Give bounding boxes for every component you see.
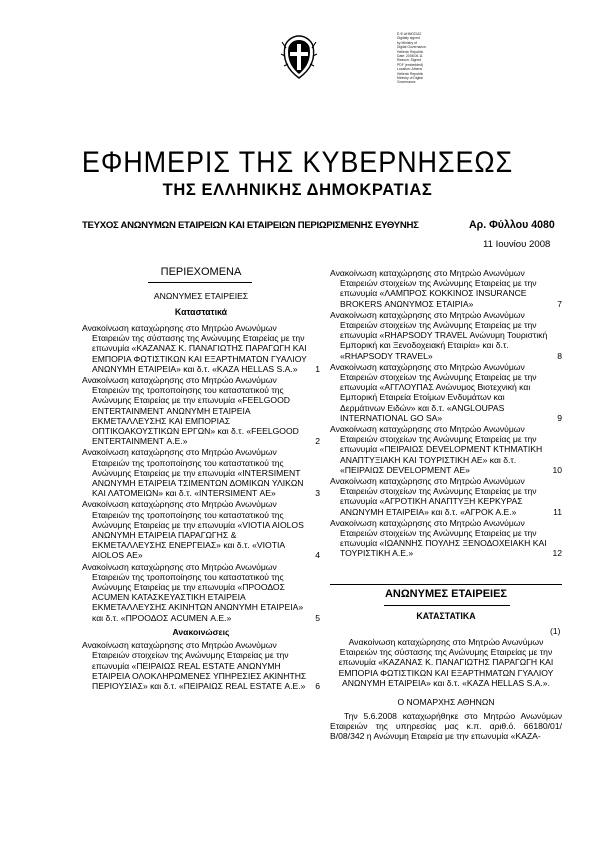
- toc-sub-statutes: Καταστατικά: [174, 307, 228, 317]
- stamp-line: Ε.Φ.ΔΗΜΟΣΙΑΣ: [397, 32, 422, 36]
- stamp-line: Location: Athens: [397, 67, 423, 72]
- stamp-line: by Ministry of: [397, 40, 417, 45]
- notice-number: (1): [550, 626, 561, 636]
- stamp-line: Governance: [397, 80, 416, 85]
- toc-entry-text: Ανακοίνωση καταχώρησης στο Μητρώο Ανωνύμων Εταιρειών στοιχείων της Ανώνυμης Εταιρείας με την επωνυμία «ΑΓΓΛΟΥΠΑΣ Ανώνυμος Βιοτεχνική και Εμπορική Εταιρεία Ετοίμων Ενδυμάτων και Δερμάτινων Ειδών» και δ.τ. «ANGLOUPAS INTERNATIONAL GO SA»: [330, 361, 537, 423]
- toc-entry-page: 12: [552, 548, 562, 559]
- stamp-line: Date: 2008.06.11: [397, 54, 423, 59]
- toc-notices-list: [330, 268, 562, 559]
- toc-sub-notices: Ανακοινώσεις: [172, 626, 230, 637]
- toc-entry-page: 5: [315, 612, 320, 623]
- toc-entry-text: Ανακοίνωση καταχώρησης στο Μητρώο Ανωνύμων Εταιρειών στοιχείων της Ανώνυμης Εταιρείας με την επωνυμία «ΑΓΡΟΤΙΚΗ ΑΝΑΠΤΥΞΗ ΚΕΡΚΥΡΑΣ ΑΝΩΝΥΜΗ ΕΤΑΙΡΕΙΑ» και δ.τ. «ΑΓΡΟΚ Α.Ε.»: [330, 476, 537, 517]
- toc-entry[interactable]: [330, 424, 562, 475]
- toc-entry-page: 1: [315, 363, 320, 374]
- toc-entry[interactable]: [330, 310, 562, 361]
- notice-paragraph: Την 5.6.2008 καταχωρήθηκε στο Μητρώο Ανωνύμων Εταιρειών της υπηρεσίας μας κ.π. αριθ.ό. 66180/01/Β/08/342 η Ανώνυμη Εταιρεία με την επωνυμία «ΚΑΖΑ-: [330, 711, 562, 742]
- issue-series: ΤΕΥΧΟΣ ΑΝΩΝΥΜΩΝ ΕΤΑΙΡΕΙΩΝ ΚΑΙ ΕΤΑΙΡΕΙΩΝ ΠΕΡΙΩΡΙΣΜΕΝΗΣ ΕΥΘΥΝΗΣ: [82, 220, 419, 231]
- toc-entry[interactable]: [330, 268, 562, 309]
- stamp-line: Ministry of Digital: [397, 76, 423, 81]
- toc-entry-page: 2: [315, 436, 320, 447]
- section-sub-heading: ΚΑΤΑΣΤΑΤΙΚΑ: [416, 611, 476, 621]
- toc-entry-text: Ανακοίνωση καταχώρησης στο Μητρώο Ανωνύμων Εταιρειών στοιχείων της Ανώνυμης Εταιρείας με την επωνυμία «RHAPSODY TRAVEL Ανώνυμη Τουριστική Εμπορική και Ξενοδοχειακή Εταιρία» και δ.τ. «RHAPSODY TRAVEL»: [330, 309, 548, 361]
- section-rule-top: [330, 584, 562, 585]
- digital-signature-stamp: [397, 32, 463, 85]
- toc-entry[interactable]: [82, 562, 320, 623]
- toc-entry-page: 10: [552, 464, 562, 475]
- toc-entry-page: 7: [557, 298, 562, 309]
- sheet-number: [469, 219, 555, 231]
- stamp-line: PDF (embedded): [397, 62, 424, 67]
- toc-entry-page: 4: [315, 550, 320, 561]
- sheet-value: 4080: [531, 219, 555, 231]
- toc-entry-text: Ανακοίνωση καταχώρησης στο Μητρώο Ανωνύμων Εταιρειών στοιχείων της Ανώνυμης Εταιρείας με την επωνυμία «ΠΕΙΡΑΙΩΣ DEVELOPMENT ΚΤΗΜΑΤΙΚΗ ΑΝΑΠΤΥΞΙΑΚΗ ΚΑΙ ΤΟΥΡΙΣΤΙΚΗ ΑΕ» και δ.τ. «ΠΕΙΡΑΙΩΣ DEVELOPMENT ΑΕ»: [330, 424, 543, 475]
- toc-entry-page: 11: [553, 506, 562, 517]
- section-heading: ΑΝΩΝΥΜΕΣ ΕΤΑΙΡΕΙΕΣ: [384, 588, 508, 600]
- issue-date: 11 Ιουνίου 2008: [483, 239, 551, 250]
- toc-entry-text: Ανακοίνωση καταχώρησης στο Μητρώο Ανωνύμων Εταιρειών της τροποποίησης του καταστατικού της Ανώνυμης Εταιρείας με την επωνυμία «ΠΡΟΟΔΟΣ ACUMEN ΚΑΤΑΣΚΕΥΑΣΤΙΚΗ ΕΤΑΙΡΕΙΑ ΕΚΜΕΤΑΛΛΕΥΣΗΣ ΑΚΙΝΗΤΩΝ ΑΝΩΝΥΜΗ ΕΤΑΙΡΕΙΑ» και δ.τ. «ΠΡΟΟΔΟΣ ACUMEN Α.Ε.»: [82, 561, 304, 623]
- toc-entry[interactable]: [82, 640, 320, 691]
- toc-entry-text: Ανακοίνωση καταχώρησης στο Μητρώο Ανωνύμων Εταιρειών στοιχείων της Ανώνυμης Εταιρείας με την επωνυμία «ΛΑΜΠΡΟΣ ΚΟΚΚΙΝΟΣ INSURANCE BROKERS ΑΝΩΝΥΜΟΣ ΕΤΑΙΡΙΑ»: [330, 268, 537, 309]
- gazette-subtitle: ΤΗΣ ΕΛΛΗΝΙΚΗΣ ΔΗΜΟΚΡΑΤΙΑΣ: [162, 181, 433, 199]
- toc-entry-page: 3: [315, 488, 320, 499]
- sheet-label: Αρ. Φύλλου: [469, 219, 529, 231]
- notice-title: Ανακοίνωση καταχώρησης στο Μητρώο Ανωνύμων Εταιρειών της σύστασης της Ανώνυμης Εταιρείας με την επωνυμία «ΚΑΖΑΝΑΣ Κ. ΠΑΝΑΓΙΩΤΗΣ ΠΑΡΑΓΩΓΗ ΚΑΙ ΕΜΠΟΡΙΑ ΦΩΤΙΣΤΙΚΩΝ ΚΑΙ ΕΞΑΡΤΗΜΑΤΩΝ ΓΥΑΛΙΟΥ ΑΝΩΝΥΜΗ ΕΤΑΙΡΕΙΑ» και δ.τ. «KAZA HELLAS S.A.».: [338, 637, 554, 688]
- toc-entry-text: Ανακοίνωση καταχώρησης στο Μητρώο Ανωνύμων Εταιρειών της τροποποίησης του καταστατικού της Ανώνυμης Εταιρείας με την επωνυμία «FEELGOOD ENTERTAINMENT ΑΝΩΝΥΜΗ ΕΤΑΙΡΕΙΑ ΕΚΜΕΤΑΛΛΕΥΣΗΣ ΚΑΙ ΕΜΠΟΡΙΑΣ ΟΠΤΙΚΟΑΚΟΥΣΤΙΚΩΝ ΕΡΓΩΝ» και δ.τ. «FEELGOOD ENTERTAINMENT Α.Ε.»: [82, 375, 299, 447]
- toc-heading: ΠΕΡΙΕΧΟΜΕΝΑ: [160, 266, 242, 278]
- prefect-title: Ο ΝΟΜΑΡΧΗΣ ΑΘΗΝΩΝ: [397, 697, 495, 707]
- toc-entry[interactable]: [330, 476, 562, 517]
- toc-entry[interactable]: [82, 447, 320, 498]
- toc-entry-page: 6: [315, 680, 320, 691]
- toc-entry[interactable]: [330, 362, 562, 423]
- stamp-line: Reason: Signed: [397, 58, 422, 63]
- toc-rule: [148, 282, 252, 283]
- toc-statutes-list: [82, 323, 320, 691]
- toc-entry[interactable]: [330, 518, 562, 559]
- stamp-line: Hellenic Republic: [397, 71, 424, 76]
- toc-entry-text: Ανακοίνωση καταχώρησης στο Μητρώο Ανωνύμων Εταιρειών της τροποποίησης του καταστατικού της Ανώνυμης Εταιρείας με την επωνυμία «INTERSIMENT ΑΝΩΝΥΜΗ ΕΤΑΙΡΕΙΑ ΤΣΙΜΕΝΤΩΝ ΔΟΜΙΚΩΝ ΥΛΙΚΩΝ ΚΑΙ ΛΑΤΟΜΕΙΩΝ» και δ.τ. «INTERSIMENT ΑΕ»: [82, 447, 304, 499]
- stamp-line: Digital Governance,: [397, 45, 427, 50]
- section-rule-bottom: [384, 605, 510, 606]
- stamp-line: Digitally signed: [397, 36, 420, 41]
- toc-entry-page: 8: [557, 350, 562, 361]
- toc-entry-text: Ανακοίνωση καταχώρησης στο Μητρώο Ανωνύμων Εταιρειών στοιχείων της Ανώνυμης Εταιρείας με την επωνυμία «ΙΩΑΝΝΗΣ ΠΟΥΛΗΣ ΞΕΝΟΔΟΧΕΙΑΚΗ ΚΑΙ ΤΟΥΡΙΣΤΙΚΗ Α.Ε.»: [330, 517, 547, 559]
- toc-entry[interactable]: [82, 499, 320, 560]
- gazette-title: ΕΦΗΜΕΡΙΣ ΤΗΣ ΚΥΒΕΡΝΗΣΕΩΣ: [81, 146, 514, 179]
- toc-entry-text: Ανακοίνωση καταχώρησης στο Μητρώο Ανωνύμων Εταιρειών της σύστασης της Ανώνυμης Εταιρείας με την επωνυμία «ΚΑΖΑΝΑΣ Κ. ΠΑΝΑΓΙΩΤΗΣ ΠΑΡΑΓΩΓΗ ΚΑΙ ΕΜΠΟΡΙΑ ΦΩΤΙΣΤΙΚΩΝ ΚΑΙ ΕΞΑΡΤΗΜΑΤΩΝ ΓΥΑΛΙΟΥ ΑΝΩΝΥΜΗ ΕΤΑΙΡΕΙΑ» και δ.τ. «KAZA HELLAS S.A.»: [82, 323, 307, 374]
- stamp-line: Hellenic Republic: [397, 49, 424, 54]
- toc-entry-text: Ανακοίνωση καταχώρησης στο Μητρώο Ανωνύμων Εταιρειών στοιχείων της Ανώνυμης Εταιρείας με την επωνυμία «ΠΕΙΡΑΙΩΣ REAL ESTATE ΑΝΩΝΥΜΗ ΕΤΑΙΡΕΙΑ ΟΛΟΚΛΗΡΩΜΕΝΕΣ ΥΠΗΡΕΣΙΕΣ ΑΚΙΝΗΤΗΣ ΠΕΡΙΟΥΣΙΑΣ» και δ.τ. «ΠΕΙΡΑΙΩΣ REAL ESTATE Α.Ε.»: [82, 640, 307, 691]
- toc-entry[interactable]: [82, 323, 320, 374]
- toc-entry[interactable]: [82, 375, 320, 446]
- coat-of-arms-icon: [279, 34, 319, 80]
- toc-entry-page: 9: [557, 412, 562, 423]
- toc-section: ΑΝΩΝΥΜΕΣ ΕΤΑΙΡΕΙΕΣ: [153, 291, 249, 301]
- toc-entry-text: Ανακοίνωση καταχώρησης στο Μητρώο Ανωνύμων Εταιρειών της τροποποίησης του καταστατικού της Ανώνυμης Εταιρείας με την επωνυμία «VIOTIA AIOLOS ΑΝΩΝΥΜΗ ΕΤΑΙΡΕΙΑ ΠΑΡΑΓΩΓΗΣ & ΕΚΜΕΤΑΛΛΕΥΣΗΣ ΕΝΕΡΓΕΙΑΣ» και δ.τ. «VIOTIA AIOLOS ΑΕ»: [82, 499, 304, 561]
